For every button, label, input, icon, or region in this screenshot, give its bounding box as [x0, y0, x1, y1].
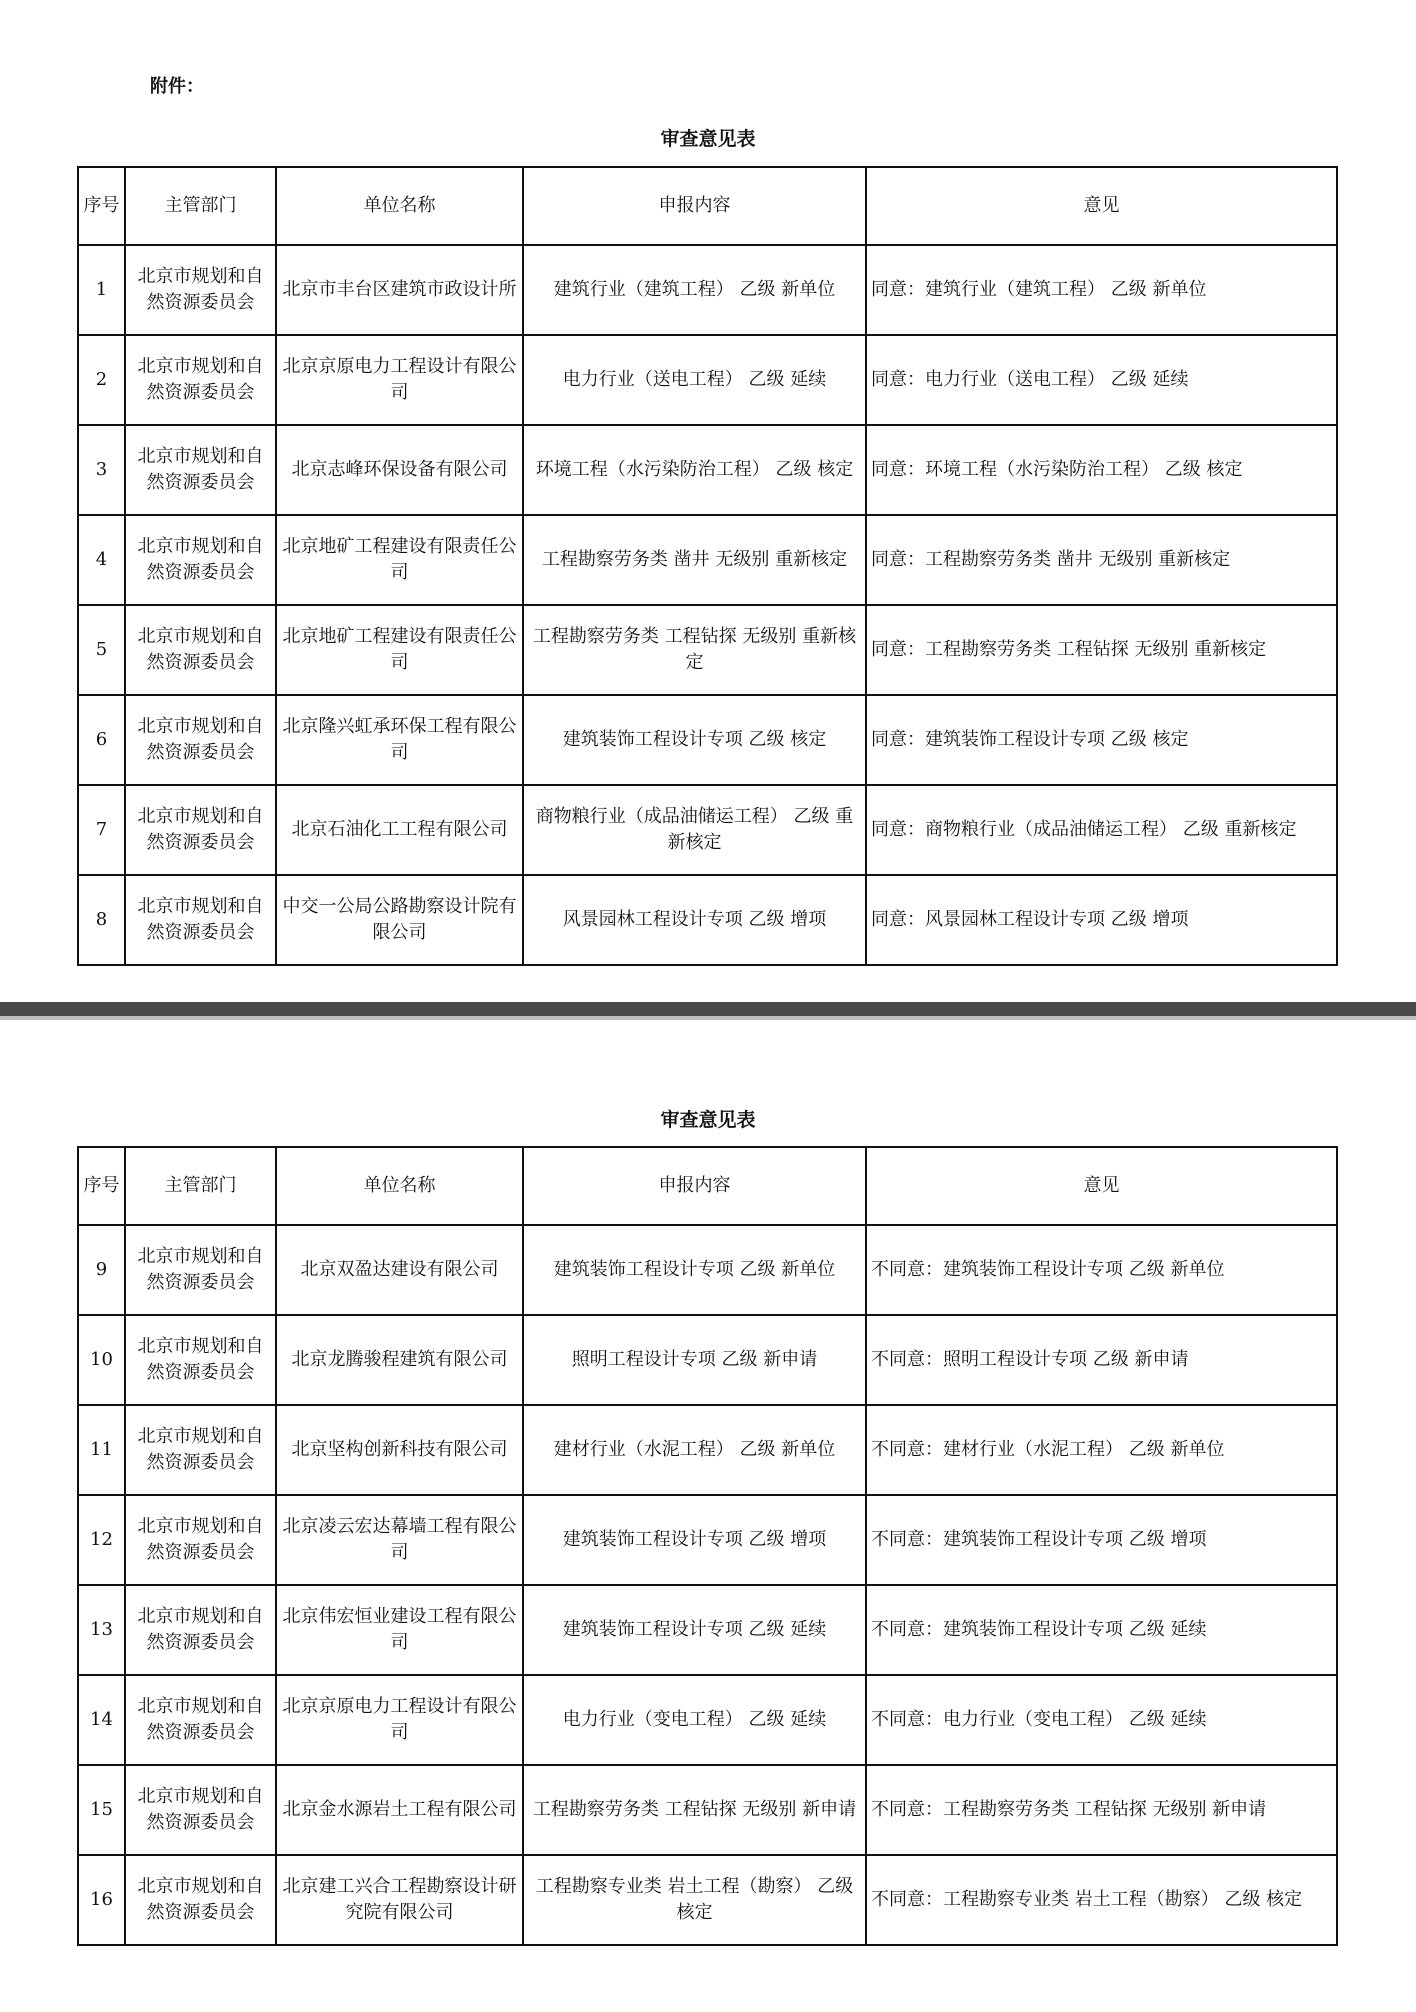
- table-row: [78, 1585, 1337, 1675]
- cell-no: 3: [78, 425, 125, 515]
- attachment-label: 附件：: [150, 76, 204, 97]
- cell-opinion: 同意：环境工程（水污染防治工程） 乙级 核定: [866, 425, 1337, 515]
- cell-dept: 北京市规划和自然资源委员会: [125, 695, 276, 785]
- cell-unit: 北京凌云宏达幕墙工程有限公司: [276, 1495, 523, 1585]
- cell-dept: 北京市规划和自然资源委员会: [125, 245, 276, 335]
- review-table-page1: [77, 166, 1338, 966]
- table-row: [78, 1855, 1337, 1945]
- cell-no: 4: [78, 515, 125, 605]
- cell-dept: 北京市规划和自然资源委员会: [125, 1315, 276, 1405]
- cell-opinion: 同意：建筑装饰工程设计专项 乙级 核定: [866, 695, 1337, 785]
- cell-opinion: 同意：电力行业（送电工程） 乙级 延续: [866, 335, 1337, 425]
- cell-no: 12: [78, 1495, 125, 1585]
- cell-dept: 北京市规划和自然资源委员会: [125, 1495, 276, 1585]
- cell-no: 9: [78, 1225, 125, 1315]
- cell-opinion: 同意：风景园林工程设计专项 乙级 增项: [866, 875, 1337, 965]
- cell-opinion: 同意：建筑行业（建筑工程） 乙级 新单位: [866, 245, 1337, 335]
- cell-unit: 北京志峰环保设备有限公司: [276, 425, 523, 515]
- table-row: [78, 1675, 1337, 1765]
- table-row: [78, 1315, 1337, 1405]
- header-no: 序号: [78, 1147, 125, 1225]
- table-row: [78, 425, 1337, 515]
- table-row: [78, 1405, 1337, 1495]
- cell-unit: 北京京原电力工程设计有限公司: [276, 1675, 523, 1765]
- page2-title: 审查意见表: [660, 1109, 756, 1131]
- page-divider: [0, 1002, 1416, 1016]
- cell-dept: 北京市规划和自然资源委员会: [125, 515, 276, 605]
- cell-opinion: 不同意：建筑装饰工程设计专项 乙级 增项: [866, 1495, 1337, 1585]
- header-opinion: 意见: [866, 1147, 1337, 1225]
- cell-no: 10: [78, 1315, 125, 1405]
- table-row: [78, 1225, 1337, 1315]
- cell-dept: 北京市规划和自然资源委员会: [125, 1585, 276, 1675]
- cell-opinion: 同意：工程勘察劳务类 凿井 无级别 重新核定: [866, 515, 1337, 605]
- cell-no: 8: [78, 875, 125, 965]
- cell-dept: 北京市规划和自然资源委员会: [125, 785, 276, 875]
- cell-content: 建筑装饰工程设计专项 乙级 增项: [523, 1495, 866, 1585]
- cell-unit: 北京龙腾骏程建筑有限公司: [276, 1315, 523, 1405]
- cell-opinion: 不同意：建材行业（水泥工程） 乙级 新单位: [866, 1405, 1337, 1495]
- table-row: [78, 335, 1337, 425]
- table-row: [78, 605, 1337, 695]
- cell-unit: 北京金水源岩土工程有限公司: [276, 1765, 523, 1855]
- cell-content: 环境工程（水污染防治工程） 乙级 核定: [523, 425, 866, 515]
- cell-opinion: 不同意：建筑装饰工程设计专项 乙级 新单位: [866, 1225, 1337, 1315]
- cell-unit: 北京京原电力工程设计有限公司: [276, 335, 523, 425]
- page-divider-edge: [0, 1016, 1416, 1020]
- cell-unit: 北京伟宏恒业建设工程有限公司: [276, 1585, 523, 1675]
- cell-opinion: 同意：商物粮行业（成品油储运工程） 乙级 重新核定: [866, 785, 1337, 875]
- table-row: [78, 1765, 1337, 1855]
- cell-opinion: 不同意：照明工程设计专项 乙级 新申请: [866, 1315, 1337, 1405]
- cell-unit: 北京隆兴虹承环保工程有限公司: [276, 695, 523, 785]
- cell-content: 工程勘察专业类 岩土工程（勘察） 乙级 核定: [523, 1855, 866, 1945]
- cell-unit: 北京市丰台区建筑市政设计所: [276, 245, 523, 335]
- cell-no: 5: [78, 605, 125, 695]
- cell-unit: 北京双盈达建设有限公司: [276, 1225, 523, 1315]
- table-row: [78, 695, 1337, 785]
- cell-no: 11: [78, 1405, 125, 1495]
- cell-content: 工程勘察劳务类 工程钻探 无级别 重新核定: [523, 605, 866, 695]
- cell-content: 建筑装饰工程设计专项 乙级 核定: [523, 695, 866, 785]
- header-content: 申报内容: [523, 1147, 866, 1225]
- cell-content: 电力行业（送电工程） 乙级 延续: [523, 335, 866, 425]
- cell-dept: 北京市规划和自然资源委员会: [125, 875, 276, 965]
- cell-content: 商物粮行业（成品油储运工程） 乙级 重新核定: [523, 785, 866, 875]
- table-row: [78, 785, 1337, 875]
- cell-content: 建筑行业（建筑工程） 乙级 新单位: [523, 245, 866, 335]
- header-unit: 单位名称: [276, 1147, 523, 1225]
- cell-no: 16: [78, 1855, 125, 1945]
- cell-no: 15: [78, 1765, 125, 1855]
- cell-no: 6: [78, 695, 125, 785]
- cell-opinion: 同意：工程勘察劳务类 工程钻探 无级别 重新核定: [866, 605, 1337, 695]
- header-unit: 单位名称: [276, 167, 523, 245]
- header-content: 申报内容: [523, 167, 866, 245]
- cell-dept: 北京市规划和自然资源委员会: [125, 1225, 276, 1315]
- review-table-page2: [77, 1146, 1338, 1946]
- cell-dept: 北京市规划和自然资源委员会: [125, 335, 276, 425]
- cell-dept: 北京市规划和自然资源委员会: [125, 605, 276, 695]
- table-row: [78, 515, 1337, 605]
- header-dept: 主管部门: [125, 167, 276, 245]
- cell-content: 电力行业（变电工程） 乙级 延续: [523, 1675, 866, 1765]
- header-opinion: 意见: [866, 167, 1337, 245]
- cell-content: 工程勘察劳务类 凿井 无级别 重新核定: [523, 515, 866, 605]
- table-row: [78, 245, 1337, 335]
- cell-dept: 北京市规划和自然资源委员会: [125, 1405, 276, 1495]
- table-row: [78, 875, 1337, 965]
- cell-content: 建材行业（水泥工程） 乙级 新单位: [523, 1405, 866, 1495]
- table-header-row: [78, 167, 1337, 245]
- cell-opinion: 不同意：建筑装饰工程设计专项 乙级 延续: [866, 1585, 1337, 1675]
- cell-no: 1: [78, 245, 125, 335]
- page1-title: 审查意见表: [660, 128, 756, 150]
- cell-content: 照明工程设计专项 乙级 新申请: [523, 1315, 866, 1405]
- cell-no: 2: [78, 335, 125, 425]
- cell-opinion: 不同意：工程勘察专业类 岩土工程（勘察） 乙级 核定: [866, 1855, 1337, 1945]
- cell-no: 13: [78, 1585, 125, 1675]
- cell-content: 建筑装饰工程设计专项 乙级 延续: [523, 1585, 866, 1675]
- cell-content: 建筑装饰工程设计专项 乙级 新单位: [523, 1225, 866, 1315]
- cell-no: 14: [78, 1675, 125, 1765]
- cell-dept: 北京市规划和自然资源委员会: [125, 1855, 276, 1945]
- header-no: 序号: [78, 167, 125, 245]
- table-row: [78, 1495, 1337, 1585]
- cell-dept: 北京市规划和自然资源委员会: [125, 1765, 276, 1855]
- cell-no: 7: [78, 785, 125, 875]
- cell-unit: 北京地矿工程建设有限责任公司: [276, 605, 523, 695]
- cell-unit: 北京石油化工工程有限公司: [276, 785, 523, 875]
- header-dept: 主管部门: [125, 1147, 276, 1225]
- cell-opinion: 不同意：工程勘察劳务类 工程钻探 无级别 新申请: [866, 1765, 1337, 1855]
- cell-content: 风景园林工程设计专项 乙级 增项: [523, 875, 866, 965]
- cell-unit: 北京坚构创新科技有限公司: [276, 1405, 523, 1495]
- cell-dept: 北京市规划和自然资源委员会: [125, 1675, 276, 1765]
- cell-content: 工程勘察劳务类 工程钻探 无级别 新申请: [523, 1765, 866, 1855]
- cell-opinion: 不同意：电力行业（变电工程） 乙级 延续: [866, 1675, 1337, 1765]
- cell-unit: 北京地矿工程建设有限责任公司: [276, 515, 523, 605]
- cell-unit: 中交一公局公路勘察设计院有限公司: [276, 875, 523, 965]
- cell-dept: 北京市规划和自然资源委员会: [125, 425, 276, 515]
- cell-unit: 北京建工兴合工程勘察设计研究院有限公司: [276, 1855, 523, 1945]
- table-header-row: [78, 1147, 1337, 1225]
